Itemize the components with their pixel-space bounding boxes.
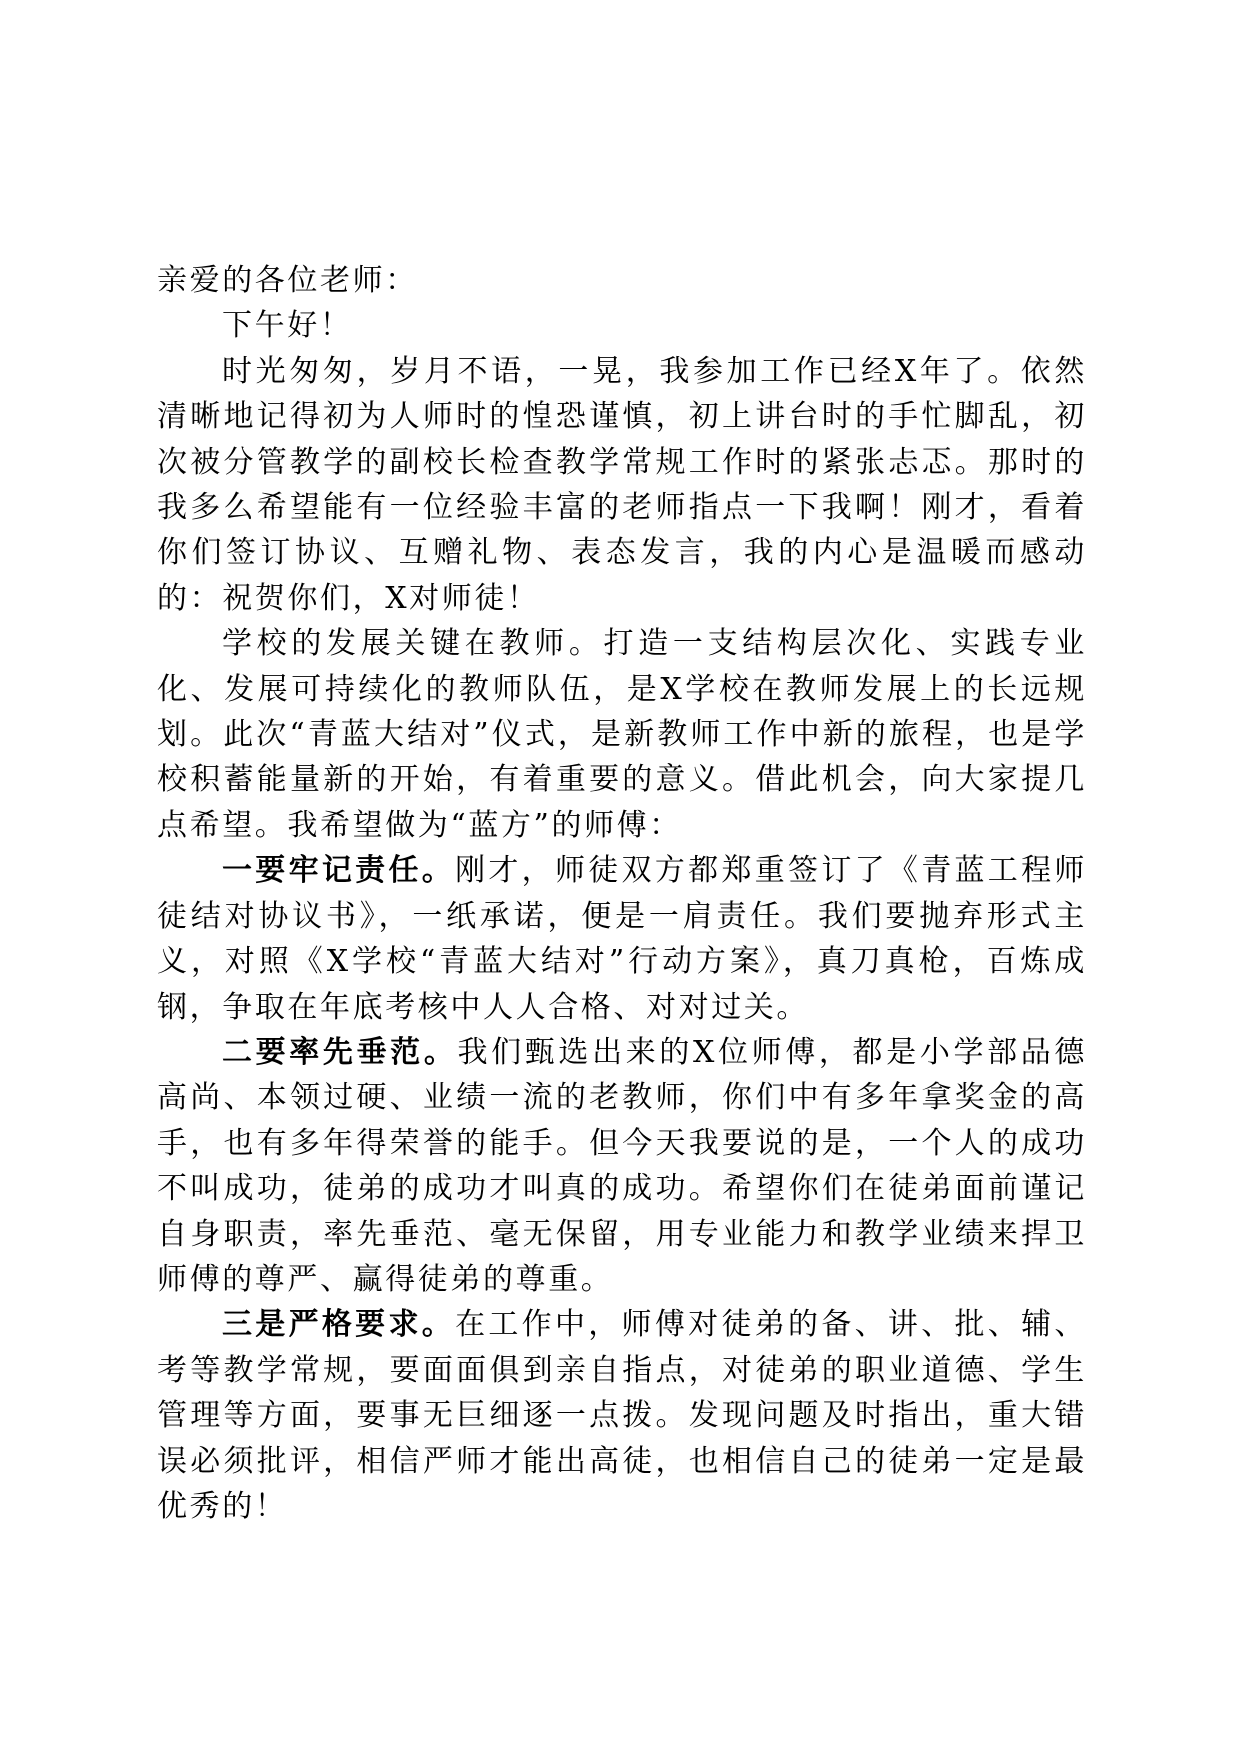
paragraph-1: 时光匆匆，岁月不语，一晃，我参加工作已经X年了。依然清晰地记得初为人师时的惶恐谨慎，初上讲台时的手忙脚乱，初次被分管教学的副校长检查教学常规工作时的紧张忐忑。那时的我多么希望能有一位经验丰富的老师指点一下我啊！刚才，看着你们签订协议、互赠礼物、表态发言，我的内心是温暖而感动的：祝贺你们，X对师徒！: [157, 353, 1087, 616]
greeting: 下午好！: [222, 308, 353, 344]
point-2-heading: 二要率先垂范。: [222, 1034, 458, 1070]
document-body: [157, 258, 1087, 1529]
point-2-body: 我们甄选出来的X位师傅，都是小学部品德高尚、本领过硬、业绩一流的老教师，你们中有多年拿奖金的高手，也有多年得荣誉的能手。但今天我要说的是，一个人的成功不叫成功，徒弟的成功才叫真的成功。希望你们在徒弟面前谨记自身职责，率先垂范、毫无保留，用专业能力和教学业绩来捍卫师傅的尊严、赢得徒弟的尊重。: [157, 1034, 1087, 1297]
point-3: [157, 1302, 1087, 1529]
point-1-body: 刚才，师徒双方都郑重签订了《青蓝工程师徒结对协议书》，一纸承诺，便是一肩责任。我们要抛弃形式主义，对照《X学校“青蓝大结对”行动方案》，真刀真枪，百炼成钢，争取在年底考核中人人合格、对对过关。: [157, 853, 1087, 1025]
point-1-heading: 一要牢记责任。: [222, 853, 456, 889]
point-3-body: 在工作中，师傅对徒弟的备、讲、批、辅、考等教学常规，要面面俱到亲自指点，对徒弟的职业道德、学生管理等方面，要事无巨细逐一点拨。发现问题及时指出，重大错误必须批评，相信严师才能出高徒，也相信自己的徒弟一定是最优秀的！: [157, 1307, 1087, 1524]
salutation: 亲爱的各位老师：: [157, 263, 418, 298]
point-2: [157, 1030, 1087, 1302]
point-1: [157, 848, 1087, 1030]
paragraph-2: 学校的发展关键在教师。打造一支结构层次化、实践专业化、发展可持续化的教师队伍，是X学校在教师发展上的长远规划。此次“青蓝大结对”仪式，是新教师工作中新的旅程，也是学校积蓄能量新的开始，有着重要的意义。借此机会，向大家提几点希望。我希望做为“蓝方”的师傅：: [157, 626, 1087, 843]
point-3-heading: 三是严格要求。: [222, 1307, 456, 1343]
